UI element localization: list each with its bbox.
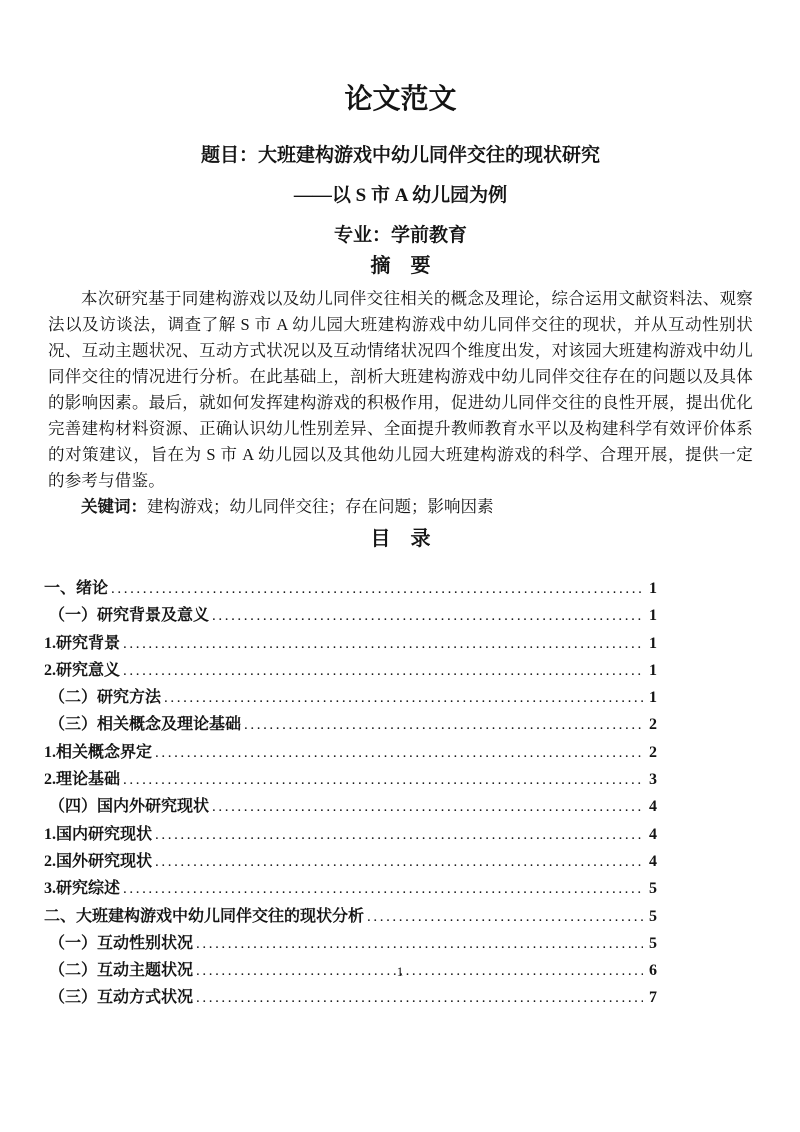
toc-entry (44, 684, 657, 711)
toc-entry-page-number: 1 (649, 607, 657, 625)
toc-leader-dots (123, 635, 643, 653)
toc-entry-page-number: 5 (649, 880, 657, 898)
toc-entry-label: 2.理论基础 (44, 771, 121, 789)
toc-leader-dots (155, 853, 643, 871)
toc-entry (44, 903, 657, 930)
toc-leader-dots (123, 662, 643, 680)
toc-leader-dots (155, 826, 643, 844)
toc-entry (44, 602, 657, 629)
toc-entry-label: 2.研究意义 (44, 661, 121, 679)
toc-leader-dots (111, 580, 643, 598)
toc-entry-page-number: 1 (649, 689, 657, 707)
toc-entry-page-number: 6 (649, 962, 657, 980)
major-line: 专业：学前教育 (333, 225, 467, 246)
thesis-subtitle-line: ——以 S 市 A 幼儿园为例 (293, 185, 508, 206)
toc-entry-page-number: 2 (649, 716, 657, 734)
toc-entry-label: （一）互动性别状况 (49, 934, 194, 952)
abstract-paragraph: 本次研究基于同建构游戏以及幼儿同伴交往相关的概念及理论，综合运用文献资料法、观察法以及访谈法，调查了解 S 市 A 幼儿园大班建构游戏中幼儿同伴交往的现状，并从互动性别状况、互动主题状况、互动方式状况以及互动情绪状况四个维度出发，对该园大班建构游戏中幼儿同伴交往的情况进行分析。在此基础上，剖析大班建构游戏中幼儿同伴交往存在的问题以及具体的影响因素。最后，就如何发挥建构游戏的积极作用，促进幼儿同伴交往的良性开展，提出优化完善建构材料资源、正确认识幼儿性别差异、全面提升教师教育水平以及构建科学有效评价体系的对策建议，旨在为 S 市 A 幼儿园以及其他幼儿园大班建构游戏的科学、合理开展，提供一定的参考与借鉴。 (48, 289, 753, 490)
toc-entry-label: 3.研究综述 (44, 880, 121, 898)
toc-entry-label: （三）互动方式状况 (49, 989, 194, 1007)
toc-entry-label: 1.研究背景 (44, 634, 121, 652)
footer-page-number: 1 (396, 964, 404, 979)
document-title: 论文范文 (344, 84, 457, 115)
keywords-label: 关键词： (81, 498, 147, 516)
toc-leader-dots (155, 744, 643, 762)
toc-entry (44, 821, 657, 848)
toc-entry (44, 875, 657, 902)
toc-leader-dots (196, 935, 643, 953)
toc-entry-page-number: 4 (649, 825, 657, 843)
toc-entry-page-number: 4 (649, 852, 657, 870)
toc-entry-page-number: 2 (649, 743, 657, 761)
toc-entry (44, 575, 657, 602)
toc-entry-page-number: 1 (649, 580, 657, 597)
abstract-heading: 摘 要 (370, 255, 431, 277)
toc-leader-dots (212, 607, 643, 625)
toc-heading: 目 录 (370, 528, 431, 550)
toc-entry-label: （一）研究背景及意义 (49, 607, 210, 625)
toc-leader-dots (123, 771, 643, 789)
toc-entry-label: 一、绪论 (44, 580, 109, 597)
toc-entry-page-number: 4 (649, 798, 657, 816)
toc-entry (44, 766, 657, 793)
toc-entry-page-number: 5 (649, 934, 657, 952)
toc-entry-page-number: 5 (649, 907, 657, 925)
keywords-line (48, 494, 753, 520)
toc-leader-dots (212, 798, 643, 816)
toc-entry (44, 848, 657, 875)
toc-leader-dots (123, 880, 643, 898)
toc-entry-page-number: 1 (649, 661, 657, 679)
toc-entry (44, 793, 657, 820)
toc-list (44, 575, 657, 1012)
toc-entry-label: 二、大班建构游戏中幼儿同伴交往的现状分析 (44, 907, 365, 925)
toc-entry-label: 2.国外研究现状 (44, 852, 153, 870)
toc-entry-page-number: 7 (649, 989, 657, 1007)
toc-entry-page-number: 1 (649, 634, 657, 652)
toc-entry (44, 930, 657, 957)
toc-entry (44, 711, 657, 738)
toc-entry-label: （二）互动主题状况 (49, 962, 194, 980)
toc-entry-label: （四）国内外研究现状 (49, 798, 210, 816)
toc-entry-page-number: 3 (649, 771, 657, 789)
keywords-text: 建构游戏；幼儿同伴交往；存在问题；影响因素 (147, 497, 494, 516)
toc-leader-dots (367, 908, 643, 926)
toc-entry (44, 984, 657, 1011)
toc-entry-label: 1.国内研究现状 (44, 825, 153, 843)
toc-entry (44, 739, 657, 766)
toc-entry (44, 630, 657, 657)
toc-leader-dots (164, 689, 643, 707)
toc-leader-dots (244, 716, 643, 734)
toc-leader-dots (196, 989, 643, 1007)
toc-entry-label: （二）研究方法 (49, 689, 162, 707)
toc-entry-label: 1.相关概念界定 (44, 743, 153, 761)
toc-entry-label: （三）相关概念及理论基础 (49, 716, 242, 734)
thesis-topic-line: 题目：大班建构游戏中幼儿同伴交往的现状研究 (200, 145, 600, 166)
toc-entry (44, 657, 657, 684)
